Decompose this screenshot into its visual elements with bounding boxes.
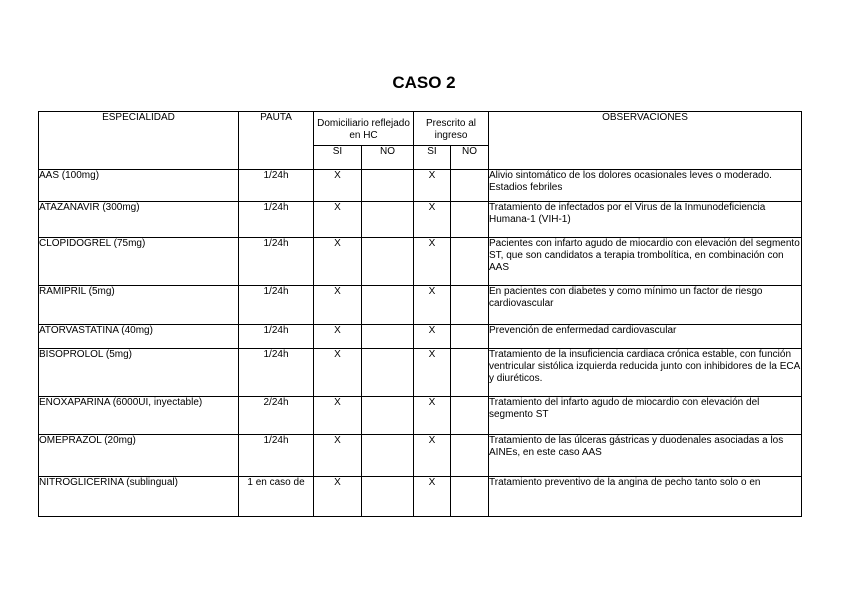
cell-prescrito-si: X xyxy=(414,325,451,349)
cell-prescrito-si: X xyxy=(414,435,451,477)
cell-prescrito-si: X xyxy=(414,477,451,517)
cell-prescrito-si: X xyxy=(414,397,451,435)
cell-prescrito-no xyxy=(451,477,489,517)
cell-domiciliario-no xyxy=(362,397,414,435)
cell-domiciliario-si: X xyxy=(314,286,362,325)
table-row xyxy=(39,397,802,435)
cell-pauta: 1/24h xyxy=(239,325,314,349)
cell-pauta: 1/24h xyxy=(239,435,314,477)
cell-prescrito-si: X xyxy=(414,349,451,397)
header-domiciliario: Domiciliario reflejado en HC xyxy=(314,112,414,146)
header-domiciliario-no: NO xyxy=(362,146,414,170)
table-row xyxy=(39,435,802,477)
cell-domiciliario-si: X xyxy=(314,397,362,435)
cell-pauta: 1/24h xyxy=(239,202,314,238)
cell-domiciliario-si: X xyxy=(314,435,362,477)
header-prescrito: Prescrito al ingreso xyxy=(414,112,489,146)
cell-prescrito-no xyxy=(451,397,489,435)
cell-domiciliario-si: X xyxy=(314,349,362,397)
table-row xyxy=(39,477,802,517)
cell-domiciliario-si: X xyxy=(314,325,362,349)
cell-domiciliario-si: X xyxy=(314,238,362,286)
header-especialidad: ESPECIALIDAD xyxy=(39,112,239,170)
cell-pauta: 1/24h xyxy=(239,170,314,202)
medication-table xyxy=(38,111,802,517)
cell-domiciliario-no xyxy=(362,238,414,286)
cell-prescrito-si: X xyxy=(414,238,451,286)
cell-prescrito-si: X xyxy=(414,170,451,202)
table-row xyxy=(39,202,802,238)
cell-prescrito-no xyxy=(451,170,489,202)
cell-observaciones: Tratamiento de las úlceras gástricas y duodenales asociadas a los AINEs, en este caso AAS xyxy=(489,435,802,477)
document-title: CASO 2 xyxy=(392,73,456,92)
cell-observaciones: En pacientes con diabetes y como mínimo un factor de riesgo cardiovascular xyxy=(489,286,802,325)
cell-domiciliario-si: X xyxy=(314,202,362,238)
cell-especialidad: ENOXAPARINA (6000UI, inyectable) xyxy=(39,397,239,435)
cell-especialidad: RAMIPRIL (5mg) xyxy=(39,286,239,325)
cell-prescrito-si: X xyxy=(414,286,451,325)
header-prescrito-si: SI xyxy=(414,146,451,170)
cell-domiciliario-no xyxy=(362,202,414,238)
cell-domiciliario-no xyxy=(362,170,414,202)
cell-pauta: 2/24h xyxy=(239,397,314,435)
cell-especialidad: ATAZANAVIR (300mg) xyxy=(39,202,239,238)
cell-especialidad: OMEPRAZOL (20mg) xyxy=(39,435,239,477)
header-pauta: PAUTA xyxy=(239,112,314,170)
cell-especialidad: ATORVASTATINA (40mg) xyxy=(39,325,239,349)
header-observaciones: OBSERVACIONES xyxy=(489,112,802,170)
cell-pauta: 1/24h xyxy=(239,238,314,286)
cell-prescrito-no xyxy=(451,202,489,238)
cell-domiciliario-no xyxy=(362,349,414,397)
cell-especialidad: CLOPIDOGREL (75mg) xyxy=(39,238,239,286)
cell-prescrito-no xyxy=(451,325,489,349)
cell-prescrito-no xyxy=(451,435,489,477)
cell-especialidad: AAS (100mg) xyxy=(39,170,239,202)
cell-prescrito-no xyxy=(451,286,489,325)
cell-domiciliario-no xyxy=(362,435,414,477)
header-row xyxy=(39,112,802,146)
cell-prescrito-si: X xyxy=(414,202,451,238)
cell-domiciliario-no xyxy=(362,477,414,517)
cell-pauta: 1/24h xyxy=(239,286,314,325)
cell-pauta: 1/24h xyxy=(239,349,314,397)
cell-observaciones: Tratamiento del infarto agudo de miocardio con elevación del segmento ST xyxy=(489,397,802,435)
cell-observaciones: Tratamiento preventivo de la angina de pecho tanto solo o en xyxy=(489,477,802,517)
cell-especialidad: NITROGLICERINA (sublingual) xyxy=(39,477,239,517)
cell-observaciones: Tratamiento de la insuficiencia cardiaca crónica estable, con función ventricular sistólica izquierda reducida junto con inhibidores de la ECA y diuréticos. xyxy=(489,349,802,397)
table-row xyxy=(39,286,802,325)
cell-prescrito-no xyxy=(451,349,489,397)
header-domiciliario-si: SI xyxy=(314,146,362,170)
cell-observaciones: Pacientes con infarto agudo de miocardio con elevación del segmento ST, que son candidatos a terapia trombolítica, en combinación con AAS xyxy=(489,238,802,286)
table-row xyxy=(39,170,802,202)
cell-pauta: 1 en caso de xyxy=(239,477,314,517)
cell-prescrito-no xyxy=(451,238,489,286)
header-prescrito-no: NO xyxy=(451,146,489,170)
table-row xyxy=(39,238,802,286)
cell-observaciones: Tratamiento de infectados por el Virus de la Inmunodeficiencia Humana-1 (VIH-1) xyxy=(489,202,802,238)
table-row xyxy=(39,349,802,397)
cell-domiciliario-si: X xyxy=(314,170,362,202)
table-row xyxy=(39,325,802,349)
cell-domiciliario-si: X xyxy=(314,477,362,517)
cell-observaciones: Prevención de enfermedad cardiovascular xyxy=(489,325,802,349)
cell-domiciliario-no xyxy=(362,286,414,325)
cell-domiciliario-no xyxy=(362,325,414,349)
cell-especialidad: BISOPROLOL (5mg) xyxy=(39,349,239,397)
cell-observaciones: Alivio sintomático de los dolores ocasionales leves o moderado. Estadios febriles xyxy=(489,170,802,202)
